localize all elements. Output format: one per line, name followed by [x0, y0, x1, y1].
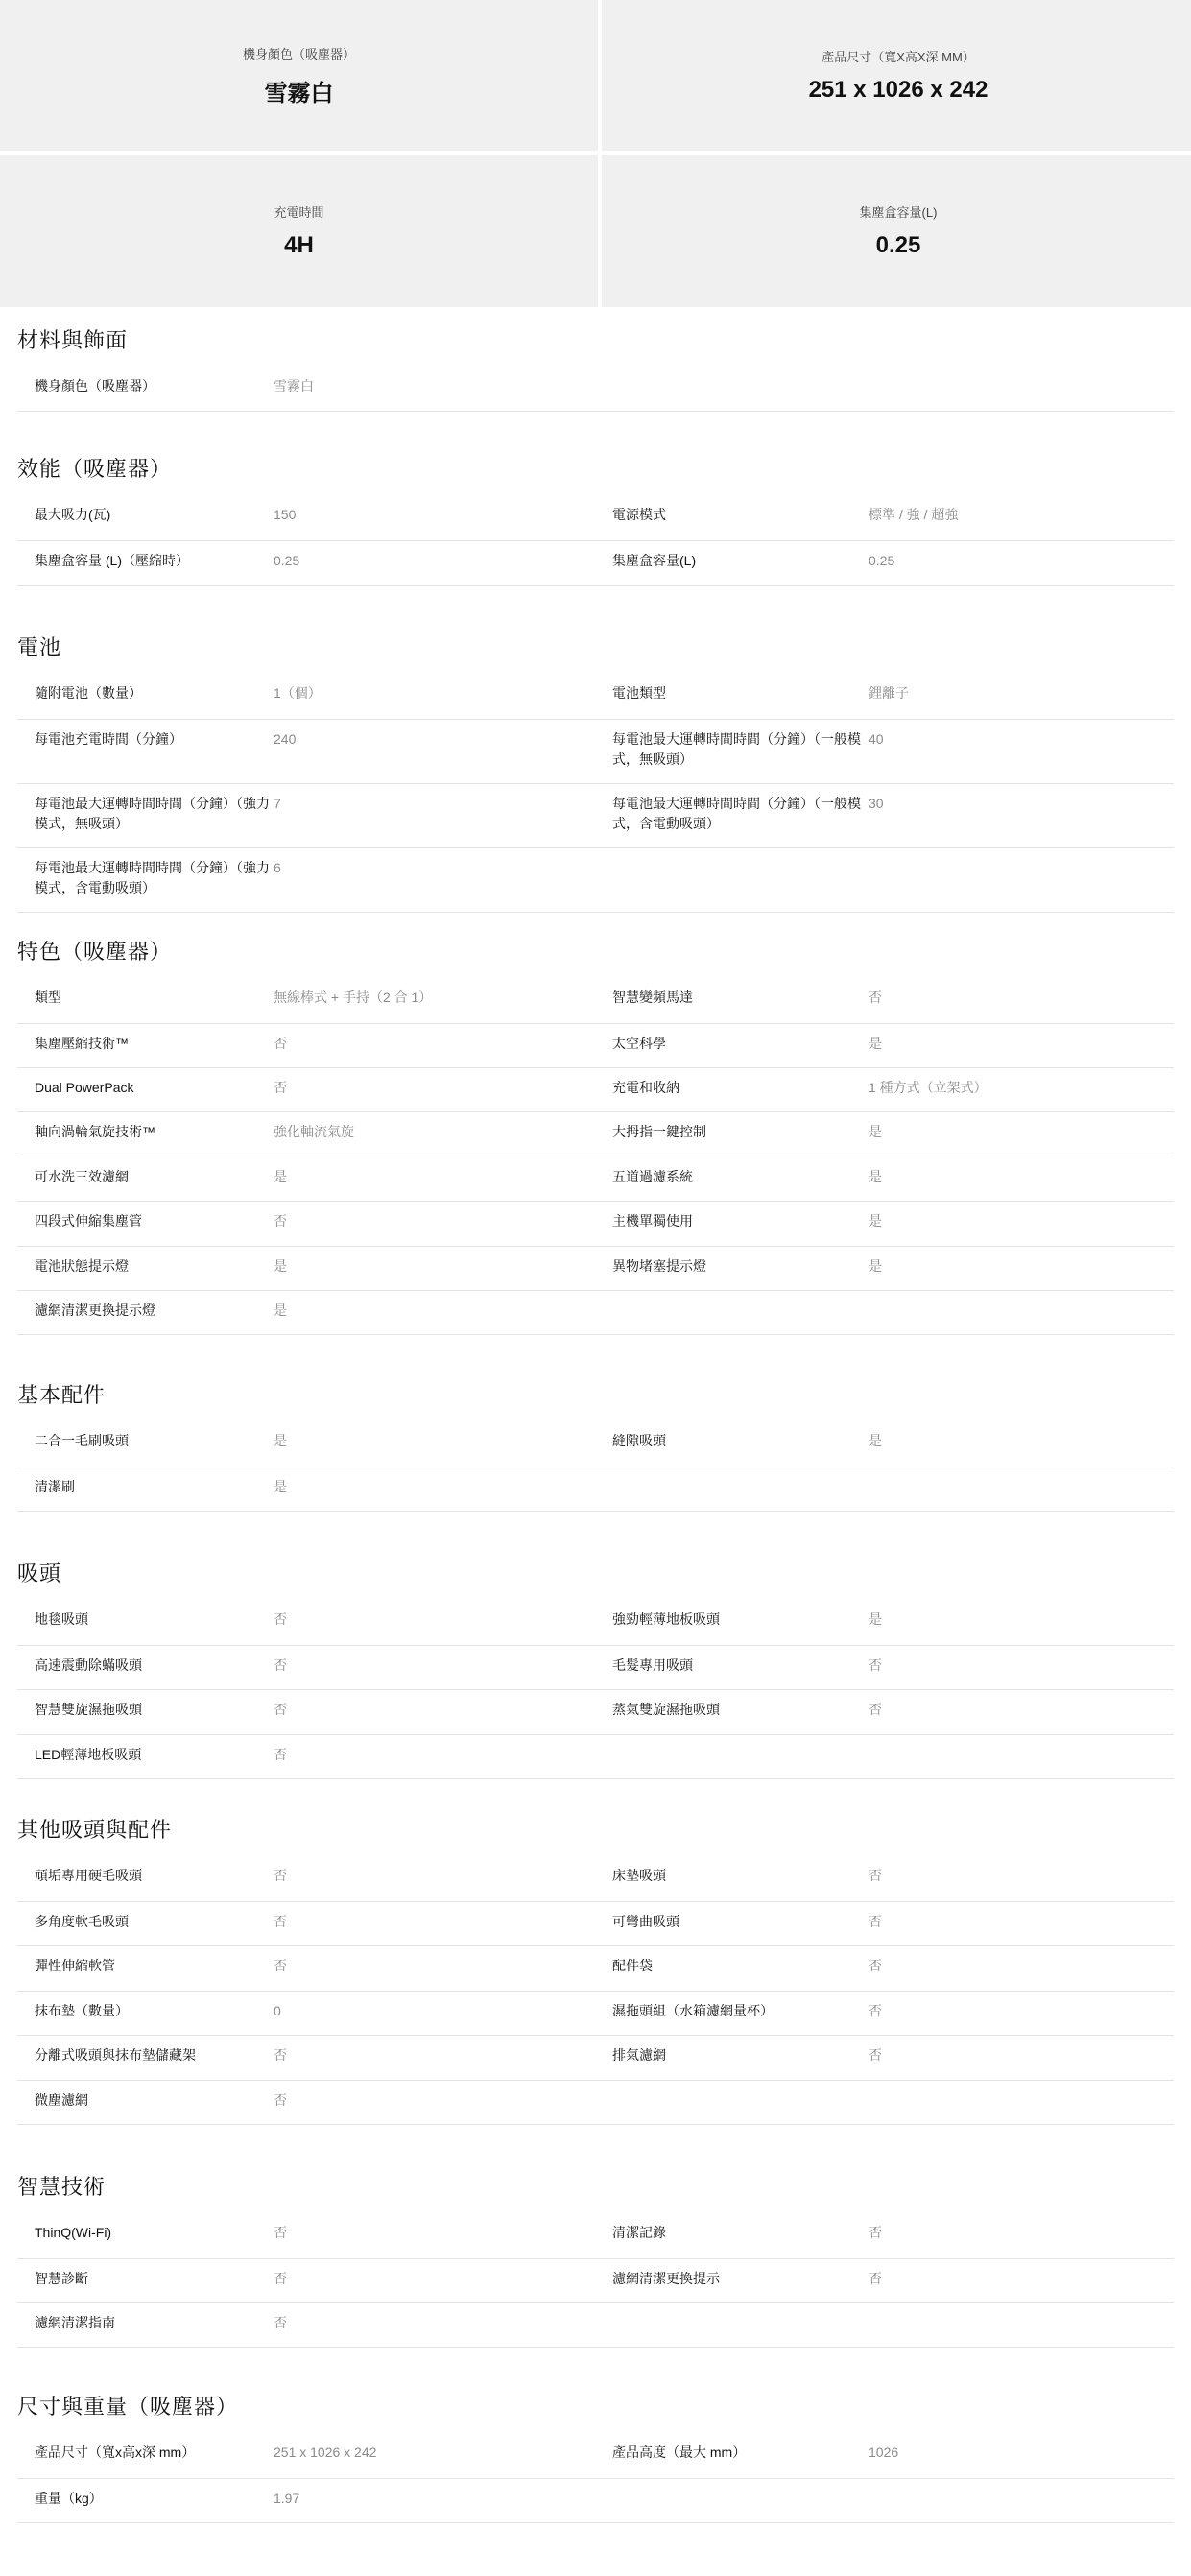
spec-value: 40 [869, 730, 884, 747]
summary-label: 機身顏色（吸塵器） [242, 46, 355, 61]
spec-row [17, 1111, 1174, 1157]
spec-value: 30 [869, 795, 884, 811]
spec-row [17, 978, 1174, 1023]
spec-label: 電池狀態提示燈 [35, 1257, 129, 1274]
section-title: 尺寸與重量（吸塵器） [17, 2395, 239, 2419]
spec-value: 251 x 1026 x 242 [274, 2445, 377, 2460]
spec-value: 是 [274, 1168, 287, 1184]
summary-label: 產品尺寸（寬X高X深 MM） [822, 50, 975, 64]
spec-value: 否 [274, 1657, 287, 1673]
spec-label: 抹布墊（數量） [35, 2002, 129, 2018]
spec-label [612, 2478, 869, 2522]
spec-value: 否 [869, 1868, 882, 1883]
spec-value: 240 [274, 730, 297, 747]
spec-section [0, 1814, 1191, 2125]
spec-value: 否 [274, 1611, 287, 1627]
spec-section [0, 632, 1191, 913]
section-title: 材料與飾面 [17, 328, 129, 352]
spec-label: 分離式吸頭與抹布墊儲藏架 [35, 2046, 196, 2063]
spec-value: 否 [274, 1212, 287, 1228]
spec-section [0, 453, 1191, 586]
spec-row [17, 2213, 1174, 2258]
spec-value: 否 [274, 1868, 287, 1883]
spec-value: 是 [274, 1257, 287, 1274]
spec-label: 五道過濾系統 [612, 1168, 693, 1184]
spec-label: 隨附電池（數量） [35, 685, 142, 701]
spec-row [17, 719, 1174, 783]
spec-value: 是 [274, 1301, 287, 1318]
spec-row [17, 2433, 1174, 2478]
spec-label: 頑垢專用硬毛吸頭 [35, 1868, 142, 1883]
spec-value: 否 [274, 1957, 287, 1973]
spec-value: 強化軸流氣旋 [274, 1123, 354, 1139]
spec-label: 高速震動除蟎吸頭 [35, 1657, 142, 1673]
spec-label: 每電池最大運轉時間時間（分鐘）（強力模式，含電動吸頭） [35, 859, 270, 895]
spec-label: ThinQ(Wi-Fi) [35, 2225, 112, 2240]
spec-value [869, 1290, 1174, 1334]
spec-table [17, 2213, 1174, 2348]
section-title: 電池 [17, 635, 62, 659]
spec-label: 可水洗三效濾網 [35, 1168, 129, 1184]
summary-label: 充電時間 [274, 205, 324, 220]
spec-row [17, 1645, 1174, 1689]
section-title: 基本配件 [17, 1383, 107, 1407]
spec-label: Dual PowerPack [35, 1079, 134, 1095]
spec-label: 類型 [35, 990, 61, 1005]
spec-value: 否 [274, 2046, 287, 2063]
section-title: 其他吸頭與配件 [17, 1818, 173, 1842]
summary-label: 集塵盒容量(L) [859, 205, 938, 220]
spec-value: 0.25 [274, 552, 300, 568]
spec-value: 否 [869, 2225, 882, 2240]
summary-card-dust-capacity [602, 155, 1191, 307]
spec-value: 否 [274, 2270, 287, 2286]
spec-row [17, 2080, 1174, 2124]
spec-value [869, 847, 1174, 912]
spec-value: 否 [869, 2002, 882, 2018]
spec-value: 否 [274, 2314, 287, 2330]
spec-value [869, 1467, 1174, 1511]
spec-value: 是 [274, 1433, 287, 1448]
spec-row [17, 1734, 1174, 1778]
spec-value: 1 種方式（立架式） [869, 1079, 988, 1095]
spec-value: 否 [274, 1913, 287, 1929]
spec-row [17, 1856, 1174, 1901]
spec-row [17, 2302, 1174, 2347]
spec-table [17, 1421, 1174, 1512]
spec-value: 是 [869, 1433, 882, 1448]
spec-row [17, 1901, 1174, 1945]
spec-value: 150 [274, 507, 297, 522]
spec-label: 毛髮專用吸頭 [612, 1657, 693, 1673]
spec-label: 主機單獨使用 [612, 1212, 693, 1228]
spec-value: 雪霧白 [274, 378, 314, 394]
spec-label [612, 1467, 869, 1511]
spec-value: 是 [274, 1478, 287, 1494]
summary-value: 雪霧白 [264, 80, 334, 107]
spec-section [0, 2391, 1191, 2523]
summary-card-charge-time [0, 155, 598, 307]
spec-value: 否 [869, 2046, 882, 2063]
spec-value: 7 [274, 795, 281, 811]
spec-row [17, 1945, 1174, 1991]
spec-label [612, 1734, 869, 1778]
spec-label: 產品尺寸（寬x高x深 mm） [35, 2445, 196, 2460]
spec-value: 否 [869, 1701, 882, 1717]
spec-label: 清潔刷 [35, 1478, 75, 1494]
spec-value: 1（個） [274, 685, 322, 701]
spec-section [0, 1558, 1191, 1779]
spec-section [0, 324, 1191, 412]
spec-row [17, 1689, 1174, 1734]
spec-label [612, 1290, 869, 1334]
section-title: 特色（吸塵器） [17, 940, 173, 964]
spec-label: 太空科學 [612, 1035, 666, 1051]
spec-label: 清潔記錄 [612, 2225, 666, 2240]
spec-value: 否 [869, 990, 882, 1005]
spec-row [17, 1246, 1174, 1290]
spec-label: 智慧變頻馬達 [612, 990, 693, 1005]
spec-value [869, 367, 1174, 411]
spec-value: 否 [274, 2091, 287, 2108]
spec-label: 濾網清潔更換提示 [612, 2270, 720, 2286]
spec-value: 否 [869, 1957, 882, 1973]
spec-value: 否 [274, 1079, 287, 1095]
spec-table [17, 2433, 1174, 2523]
spec-row [17, 1467, 1174, 1511]
spec-label: 排氣濾網 [612, 2046, 666, 2063]
spec-label [612, 2080, 869, 2124]
spec-label: 二合一毛刷吸頭 [35, 1433, 129, 1448]
spec-row [17, 847, 1174, 912]
spec-value: 否 [869, 1657, 882, 1673]
spec-label: 彈性伸縮軟管 [35, 1957, 115, 1973]
spec-label: 濾網清潔更換提示燈 [35, 1301, 155, 1318]
spec-value: 是 [869, 1168, 882, 1184]
spec-value: 否 [869, 2270, 882, 2286]
spec-label: 大拇指一鍵控制 [612, 1123, 706, 1139]
spec-table [17, 367, 1174, 412]
spec-row [17, 783, 1174, 847]
spec-label: 最大吸力(瓦) [35, 507, 111, 522]
spec-row [17, 1201, 1174, 1246]
spec-row [17, 674, 1174, 719]
spec-sections [0, 307, 1191, 2576]
spec-label: 可彎曲吸頭 [612, 1913, 679, 1929]
spec-value [869, 2080, 1174, 2124]
spec-label: 電源模式 [612, 507, 666, 522]
spec-table [17, 495, 1174, 586]
spec-label: 微塵濾網 [35, 2091, 88, 2108]
spec-row [17, 495, 1174, 540]
spec-label [612, 367, 869, 411]
spec-label: 電池類型 [612, 685, 666, 701]
spec-label: 縫隙吸頭 [612, 1433, 666, 1448]
summary-value: 251 x 1026 x 242 [808, 77, 989, 103]
spec-label: 每電池最大運轉時間時間（分鐘）（一般模式，無吸頭） [612, 730, 861, 767]
spec-table [17, 1600, 1174, 1779]
summary-value: 0.25 [875, 232, 921, 258]
spec-value: 否 [274, 2225, 287, 2240]
spec-row [17, 2035, 1174, 2080]
summary-card-dimensions [602, 0, 1191, 151]
spec-value: 是 [869, 1035, 882, 1051]
spec-value: 鋰離子 [869, 685, 909, 701]
spec-label: 集塵盒容量(L) [612, 552, 697, 568]
spec-label: 床墊吸頭 [612, 1868, 666, 1883]
spec-label: 異物堵塞提示燈 [612, 1257, 706, 1274]
spec-row [17, 1290, 1174, 1334]
spec-label: 每電池充電時間（分鐘） [35, 730, 182, 747]
spec-value [869, 1734, 1174, 1778]
spec-row [17, 1991, 1174, 2035]
spec-table [17, 978, 1174, 1335]
spec-table [17, 1856, 1174, 2125]
spec-row [17, 367, 1174, 411]
spec-row [17, 1023, 1174, 1067]
section-title: 吸頭 [17, 1562, 62, 1586]
spec-value [869, 2302, 1174, 2347]
spec-label: 產品高度（最大 mm） [612, 2445, 747, 2460]
spec-label: 配件袋 [612, 1957, 653, 1973]
spec-value: 否 [274, 1701, 287, 1717]
spec-label: 智慧診斷 [35, 2270, 88, 2286]
spec-value: 1.97 [274, 2490, 300, 2506]
spec-value: 是 [869, 1123, 882, 1139]
spec-row [17, 1157, 1174, 1201]
section-title: 效能（吸塵器） [17, 457, 173, 481]
spec-section [0, 1379, 1191, 1512]
spec-row [17, 2258, 1174, 2302]
spec-value [869, 2478, 1174, 2522]
spec-row [17, 540, 1174, 585]
spec-value: 否 [869, 1913, 882, 1929]
spec-label: LED輕薄地板吸頭 [35, 1746, 142, 1762]
summary-card-color [0, 0, 598, 151]
spec-value: 無線棒式 + 手持（2 合 1） [274, 990, 433, 1005]
spec-label: 多角度軟毛吸頭 [35, 1913, 129, 1929]
spec-label: 濾網清潔指南 [35, 2314, 115, 2330]
spec-value: 6 [274, 859, 281, 875]
spec-label: 智慧雙旋濕拖吸頭 [35, 1701, 142, 1717]
spec-value: 是 [869, 1611, 882, 1627]
spec-value: 是 [869, 1212, 882, 1228]
summary-grid [0, 0, 1191, 307]
spec-value: 是 [869, 1257, 882, 1274]
spec-label: 每電池最大運轉時間時間（分鐘）（強力模式，無吸頭） [35, 795, 270, 831]
spec-row [17, 1067, 1174, 1111]
spec-table [17, 674, 1174, 913]
spec-value: 否 [274, 1746, 287, 1762]
spec-label: 充電和收納 [612, 1079, 679, 1095]
spec-label: 濕拖頭組（水箱濾網量杯） [612, 2002, 774, 2018]
spec-value: 標準 / 強 / 超強 [869, 507, 959, 522]
spec-row [17, 1421, 1174, 1467]
summary-value: 4H [284, 232, 314, 258]
spec-row [17, 2478, 1174, 2522]
spec-section [0, 2171, 1191, 2348]
spec-value: 0.25 [869, 552, 895, 568]
spec-label [612, 847, 869, 912]
spec-label: 強勁輕薄地板吸頭 [612, 1611, 720, 1627]
section-title: 智慧技術 [17, 2175, 107, 2199]
spec-row [17, 1600, 1174, 1645]
spec-label: 集塵盒容量 (L)（壓縮時） [35, 552, 189, 568]
spec-label [612, 2302, 869, 2347]
spec-label: 重量（kg） [35, 2490, 103, 2506]
spec-value: 否 [274, 1035, 287, 1051]
spec-section [0, 936, 1191, 1335]
spec-label: 每電池最大運轉時間時間（分鐘）（一般模式，含電動吸頭） [612, 795, 861, 831]
spec-label: 軸向渦輪氣旋技術™ [35, 1123, 155, 1139]
spec-label: 地毯吸頭 [35, 1611, 88, 1627]
spec-label: 四段式伸縮集塵管 [35, 1212, 142, 1228]
spec-label: 機身顏色（吸塵器） [35, 378, 155, 394]
spec-label: 集塵壓縮技術™ [35, 1035, 129, 1051]
spec-value: 1026 [869, 2445, 899, 2460]
spec-label: 蒸氣雙旋濕拖吸頭 [612, 1701, 720, 1717]
spec-value: 0 [274, 2002, 281, 2018]
